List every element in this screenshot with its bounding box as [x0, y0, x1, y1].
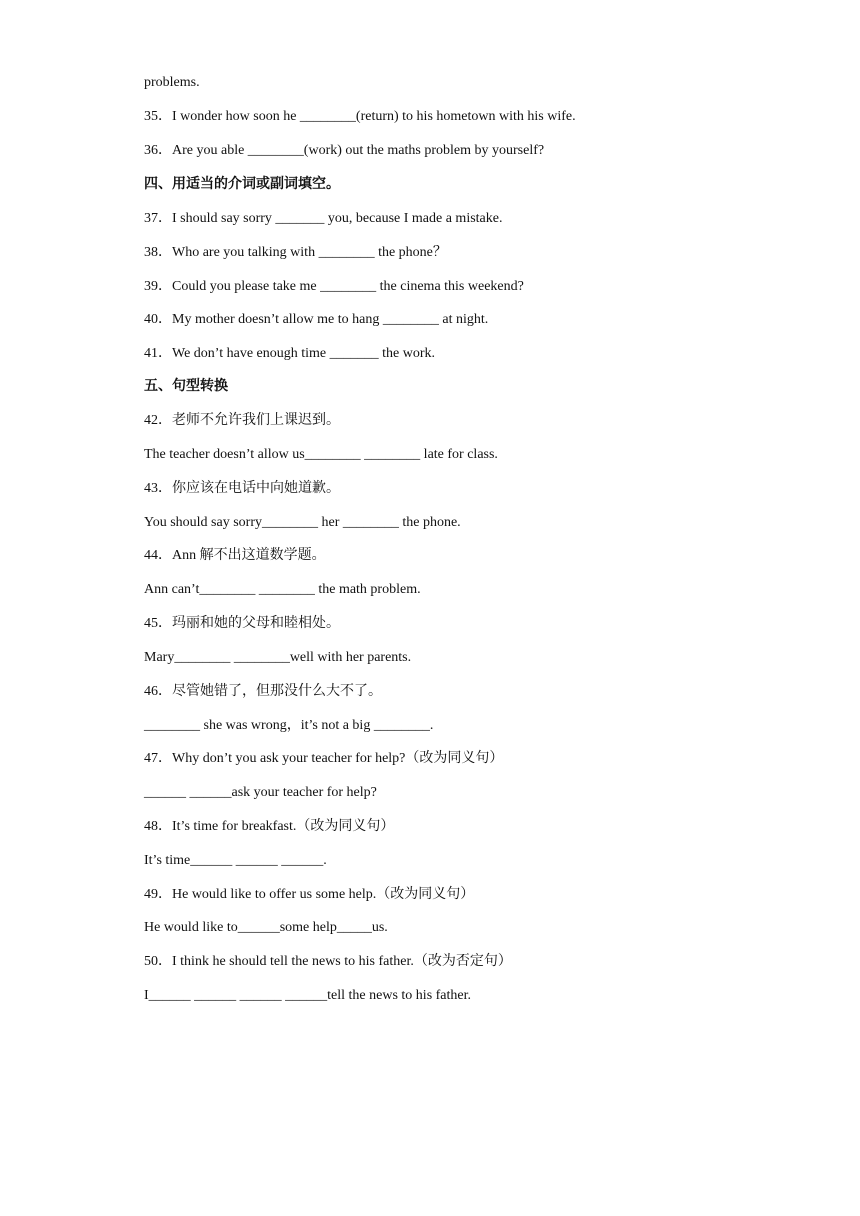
- question-49: 49．He would like to offer us some help.（改为同义句）: [144, 887, 475, 902]
- answer-line-50: I______ ______ ______ ______tell the news to his father.: [144, 988, 472, 1003]
- question-46: 46．尽管她错了，但那没什么大不了。: [144, 684, 382, 699]
- question-43: 43．你应该在电话中向她道歉。: [144, 481, 340, 496]
- answer-line-43: You should say sorry________ her ________ the phone.: [144, 515, 461, 530]
- question-42: 42．老师不允许我们上课迟到。: [144, 413, 340, 428]
- continuation-text: problems.: [144, 75, 200, 90]
- section-heading-4: 四、用适当的介词或副词填空。: [144, 177, 340, 192]
- answer-line-45: Mary________ ________well with her parents.: [144, 650, 412, 665]
- answer-line-48: It’s time______ ______ ______.: [144, 853, 327, 868]
- section-heading-5: 五、句型转换: [144, 379, 228, 394]
- question-38: 38．Who are you talking with ________ the phone？: [144, 245, 447, 260]
- question-35: 35．I wonder how soon he ________(return) to his hometown with his wife.: [144, 109, 576, 124]
- question-50: 50．I think he should tell the news to his father.（改为否定句）: [144, 954, 512, 969]
- question-47: 47．Why don’t you ask your teacher for help?（改为同义句）: [144, 751, 504, 766]
- question-40: 40．My mother doesn’t allow me to hang ________ at night.: [144, 312, 489, 327]
- question-45: 45．玛丽和她的父母和睦相处。: [144, 616, 340, 631]
- question-37: 37．I should say sorry _______ you, because I made a mistake.: [144, 211, 503, 226]
- answer-line-42: The teacher doesn’t allow us________ ________ late for class.: [144, 447, 498, 462]
- question-44: 44．Ann 解不出这道数学题。: [144, 548, 326, 563]
- question-36: 36．Are you able ________(work) out the maths problem by yourself?: [144, 143, 545, 158]
- question-39: 39．Could you please take me ________ the cinema this weekend?: [144, 279, 524, 294]
- question-48: 48．It’s time for breakfast.（改为同义句）: [144, 819, 395, 834]
- answer-line-46: ________ she was wrong，it’s not a big ________.: [144, 718, 434, 733]
- question-41: 41．We don’t have enough time _______ the work.: [144, 346, 436, 361]
- answer-line-49: He would like to______some help_____us.: [144, 920, 388, 935]
- answer-line-47: ______ ______ask your teacher for help?: [144, 785, 377, 800]
- answer-line-44: Ann can’t________ ________ the math problem.: [144, 582, 421, 597]
